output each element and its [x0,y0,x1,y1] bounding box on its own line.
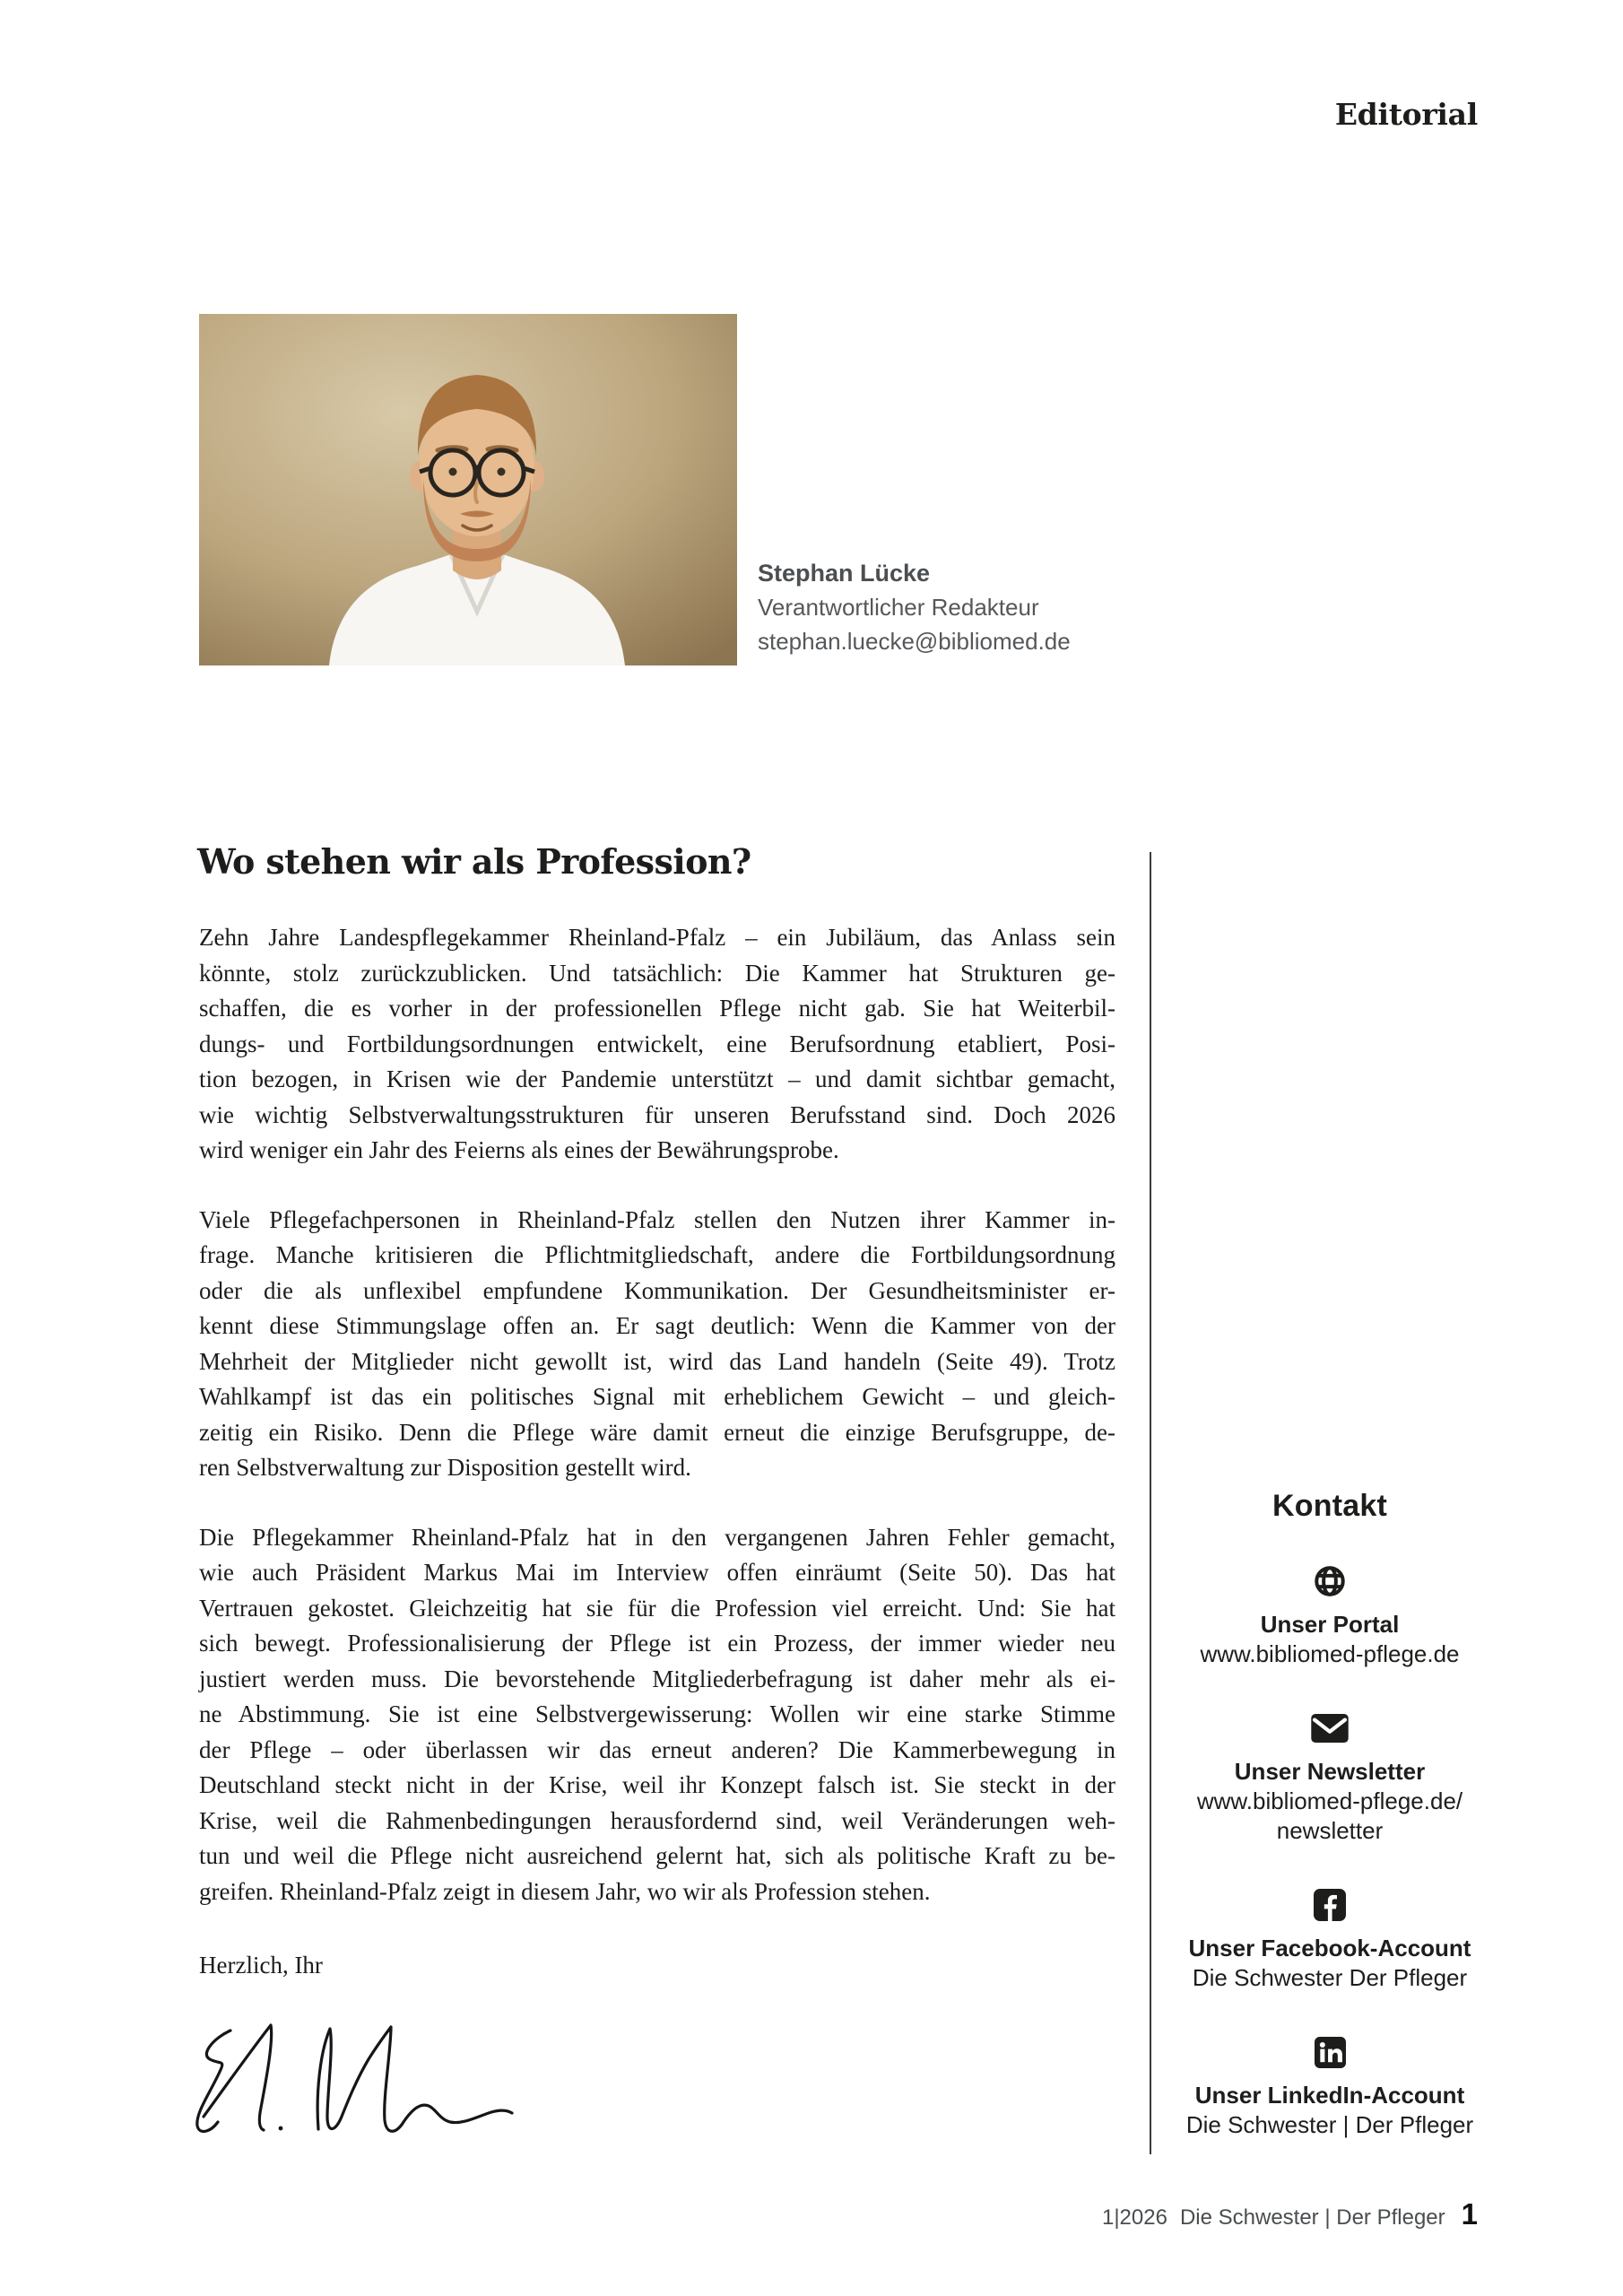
author-photo [199,314,737,665]
article-line: tun und weil die Pflege nicht ausreichend gelernt hat, sich als politische Kraft zu be- [199,1842,1115,1869]
contact-label: Unser LinkedIn-Account [1194,2082,1465,2109]
contact-line: Die Schwester Der Pfleger [1192,1964,1468,1991]
contact-box [1166,1489,1494,2181]
article-closing: Herzlich, Ihr [199,1952,323,1979]
article-line: tion bezogen, in Krisen wie der Pandemie unterstützt – und damit sichtbar gemacht, [199,1065,1115,1092]
article-line: Deutschland steckt nicht in der Krise, weil ihr Konzept falsch ist. Sie steckt in der [199,1771,1115,1798]
article-paragraph [199,920,1115,1169]
contact-item-facebook [1166,1887,1494,1993]
contact-item-newsletter [1166,1710,1494,1846]
article-paragraph [199,1203,1115,1486]
contact-label: Unser Newsletter [1234,1758,1426,1785]
author-email: stephan.luecke@bibliomed.de [758,628,1071,655]
footer-page-number: 1 [1461,2197,1478,2231]
contact-lines [1166,1963,1494,1993]
divider-rule [1150,852,1151,2154]
contact-line: www.bibliomed-pflege.de [1200,1640,1460,1667]
article-line: justiert werden muss. Die bevorstehende Mitgliederbefragung ist daher mehr als ei- [199,1665,1115,1692]
article-line: wie wichtig Selbstverwaltungsstrukturen für unseren Berufsstand sind. Doch 2026 [199,1100,1115,1128]
article-line: Wahlkampf ist das ein politisches Signal mit erheblichem Gewicht – und gleich- [199,1383,1115,1410]
author-name: Stephan Lücke [758,560,931,587]
article-line: Mehrheit der Mitglieder nicht gewollt ist, wird das Land handeln (Seite 49). Trotz [199,1347,1115,1375]
article-line: frage. Manche kritisieren die Pflichtmitgliedschaft, andere die Fortbildungsordnung [199,1241,1115,1268]
article-line: greifen. Rheinland-Pfalz zeigt in diesem Jahr, wo wir als Profession stehen. [199,1877,931,1905]
article-body [199,920,1115,1944]
author-role: Verantwortlicher Redakteur [758,594,1039,621]
contact-title: Kontakt [1272,1489,1387,1523]
page-footer [1102,2197,1478,2231]
article-paragraph [199,1520,1115,1910]
article-line: Zehn Jahre Landespflegekammer Rheinland-Pfalz – ein Jubiläum, das Anlass sein [199,924,1115,951]
contact-lines [1166,2110,1494,2140]
facebook-icon [1166,1887,1494,1923]
envelope-icon [1166,1710,1494,1746]
author-caption [758,556,1071,658]
article-line: Viele Pflegefachpersonen in Rheinland-Pfalz stellen den Nutzen ihrer Kammer in- [199,1205,1115,1233]
article-line: Die Pflegekammer Rheinland-Pfalz hat in den vergangenen Jahren Fehler gemacht, [199,1523,1115,1551]
contact-line: newsletter [1276,1817,1384,1844]
article-line: zeitig ein Risiko. Denn die Pflege wäre damit erneut die einzige Berufsgruppe, de- [199,1418,1115,1446]
article-line: wie auch Präsident Markus Mai im Interview offen einräumt (Seite 50). Das hat [199,1559,1115,1586]
contact-line: www.bibliomed-pflege.de/ [1196,1787,1463,1814]
contact-line: Die Schwester | Der Pfleger [1185,2111,1474,2138]
article-line: schaffen, die es vorher in der professionellen Pflege nicht gab. Sie hat Weiterbil- [199,995,1115,1022]
footer-issue: 1|2026 [1101,2205,1167,2230]
signature [184,2007,525,2164]
portrait-illustration [199,314,737,665]
article-line: sich bewegt. Professionalisierung der Pflege ist ein Prozess, der immer wieder neu [199,1630,1115,1657]
contact-item-portal [1166,1563,1494,1669]
article-line: könnte, stolz zurückzublicken. Und tatsächlich: Die Kammer hat Strukturen ge- [199,959,1115,987]
article-line: ren Selbstverwaltung zur Disposition gestellt wird. [199,1454,691,1481]
article-line: der Pflege – oder überlassen wir das erneut anderen? Die Kammerbewegung in [199,1735,1115,1763]
contact-item-linkedin [1166,2034,1494,2140]
footer-magazine: Die Schwester | Der Pfleger [1179,2205,1445,2230]
article-line: dungs- und Fortbildungsordnungen entwickelt, eine Berufsordnung etabliert, Posi- [199,1030,1115,1057]
article-line: ne Abstimmung. Sie ist eine Selbstvergewisserung: Wollen wir eine starke Stimme [199,1700,1115,1727]
signature-strokes [184,2007,525,2160]
contact-lines [1166,1639,1494,1669]
article-line: Krise, weil die Rahmenbedingungen herausfordernd sind, weil Veränderungen weh- [199,1806,1115,1834]
contact-label: Unser Portal [1260,1611,1400,1638]
article-line: oder die als unflexibel empfundene Kommunikation. Der Gesundheitsminister er- [199,1276,1115,1304]
section-label: Editorial [1334,97,1478,132]
article-line: wird weniger ein Jahr des Feierns als eines der Bewährungsprobe. [199,1136,839,1163]
article-line: kennt diese Stimmungslage offen an. Er sagt deutlich: Wenn die Kammer von der [199,1312,1115,1339]
globe-icon [1166,1563,1494,1599]
linkedin-icon [1166,2034,1494,2070]
contact-label: Unser Facebook-Account [1188,1935,1471,1961]
article-title: Wo stehen wir als Profession? [197,841,751,882]
contact-lines [1166,1787,1494,1846]
article-line: Vertrauen gekostet. Gleichzeitig hat sie für die Profession viel erreicht. Und: Sie hat [199,1594,1115,1622]
